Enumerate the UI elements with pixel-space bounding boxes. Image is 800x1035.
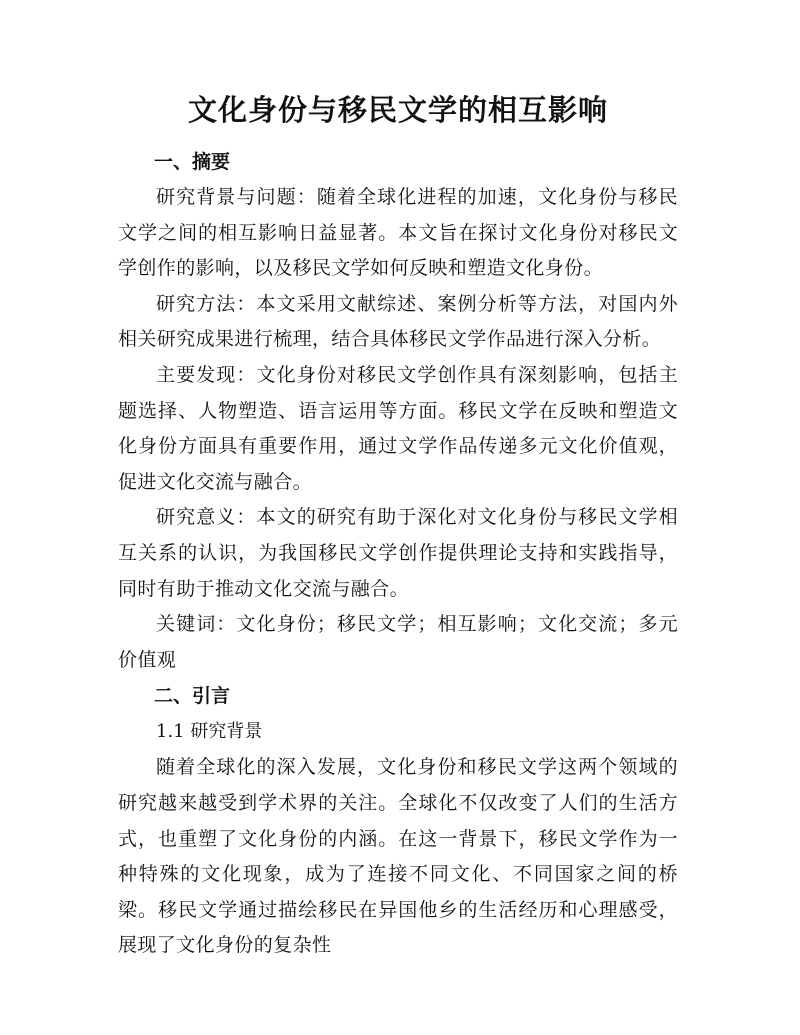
document-title: 文化身份与移民文学的相互影响 xyxy=(187,93,608,127)
document-body xyxy=(118,144,678,964)
abstract-background-paragraph: 研究背景与问题：随着全球化进程的加速，文化身份与移民文学之间的相互影响日益显著。本文旨在探讨文化身份对移民文学创作的影响，以及移民文学如何反映和塑造文化身份。 xyxy=(118,186,678,280)
abstract-method-paragraph: 研究方法：本文采用文献综述、案例分析等方法，对国内外相关研究成果进行梳理，结合具体移民文学作品进行深入分析。 xyxy=(118,292,678,351)
abstract-findings-paragraph: 主要发现：文化身份对移民文学创作具有深刻影响，包括主题选择、人物塑造、语言运用等方面。移民文学在反映和塑造文化身份方面具有重要作用，通过文学作品传递多元文化价值观，促进文化交流与融合。 xyxy=(118,363,678,493)
introduction-paragraph: 随着全球化的深入发展，文化身份和移民文学这两个领域的研究越来越受到学术界的关注。全球化不仅改变了人们的生活方式，也重塑了文化身份的内涵。在这一背景下，移民文学作为一种特殊的文化现象，成为了连接不同文化、不同国家之间的桥梁。移民文学通过描绘移民在异国他乡的生活经历和心理感受，展现了文化身份的复杂性 xyxy=(118,756,678,957)
subsection-heading-research-background: 1.1 研究背景 xyxy=(156,721,263,743)
keywords-paragraph: 关键词：文化身份；移民文学；相互影响；文化交流；多元价值观 xyxy=(118,613,678,671)
section-heading-abstract: 一、摘要 xyxy=(154,151,231,173)
abstract-significance-paragraph: 研究意义：本文的研究有助于深化对文化身份与移民文学相互关系的认识，为我国移民文学创作提供理论支持和实践指导，同时有助于推动文化交流与融合。 xyxy=(118,506,678,600)
section-heading-introduction: 二、引言 xyxy=(154,685,231,708)
